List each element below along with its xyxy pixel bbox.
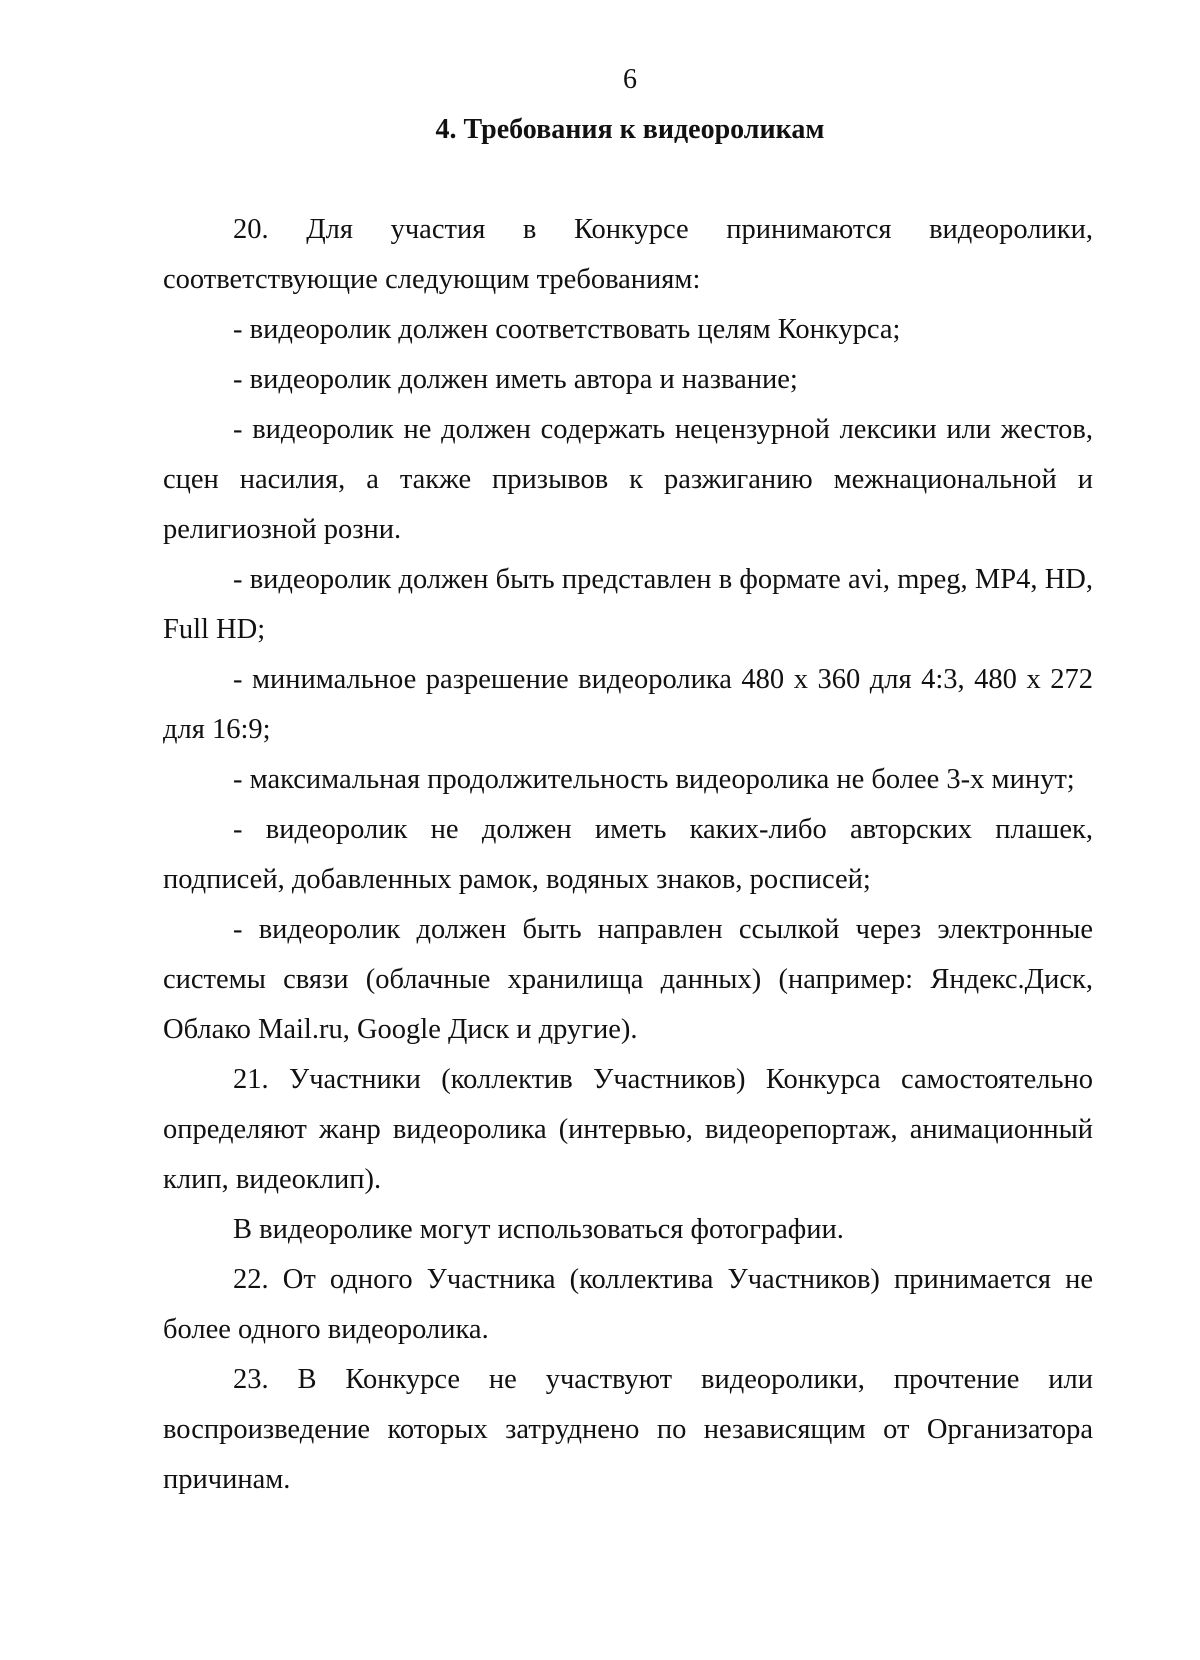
requirement-author-title: - видеоролик должен иметь автора и название; — [233, 364, 798, 395]
photos-note: В видеоролике могут использоваться фотографии. — [233, 1214, 844, 1245]
paragraph-23: 23. В Конкурсе не участвуют видеоролики, прочтение или воспроизведение которых затруднено по независящим от Организатора причинам. — [163, 1364, 1093, 1495]
requirement-duration: - максимальная продолжительность видеоролика не более 3-х минут; — [233, 764, 1075, 795]
page-number: 6 — [623, 64, 637, 95]
section-body — [163, 205, 1093, 1505]
paragraph-21: 21. Участники (коллектив Участников) Конкурса самостоятельно определяют жанр видеоролика (интервью, видеорепортаж, анимационный клип, видеоклип). — [163, 1064, 1093, 1195]
paragraph-22: 22. От одного Участника (коллектива Участников) принимается не более одного видеоролика. — [163, 1264, 1093, 1345]
requirement-content: - видеоролик не должен содержать нецензурной лексики или жестов, сцен насилия, а также призывов к разжиганию межнациональной и религиозной розни. — [163, 414, 1093, 545]
paragraph-20: 20. Для участия в Конкурсе принимаются видеоролики, соответствующие следующим требованиям: — [163, 214, 1093, 295]
requirement-goals: - видеоролик должен соответствовать целям Конкурса; — [233, 314, 901, 345]
requirement-resolution: - минимальное разрешение видеоролика 480 х 360 для 4:3, 480 х 272 для 16:9; — [163, 664, 1093, 745]
requirement-no-watermarks: - видеоролик не должен иметь каких-либо авторских плашек, подписей, добавленных рамок, водяных знаков, росписей; — [163, 814, 1093, 895]
requirement-format: - видеоролик должен быть представлен в формате avi, mpeg, MP4, HD, Full HD; — [163, 564, 1093, 645]
section-heading: 4. Требования к видеороликам — [435, 114, 825, 145]
requirement-delivery: - видеоролик должен быть направлен ссылкой через электронные системы связи (облачные хранилища данных) (например: Яндекс.Диск, Облако Mail.ru, Google Диск и другие). — [163, 914, 1093, 1045]
